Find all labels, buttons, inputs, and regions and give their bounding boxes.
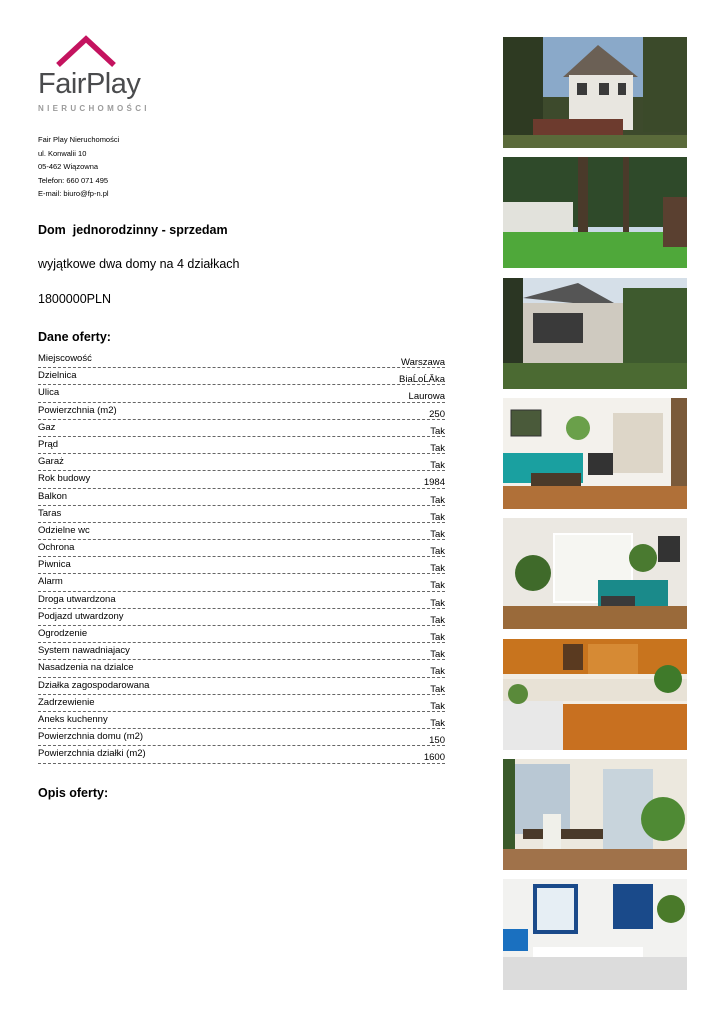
- detail-value: Tak: [430, 460, 445, 472]
- detail-label: Gaz: [38, 421, 56, 433]
- detail-row: [38, 351, 445, 368]
- offer-price: 1800000PLN: [38, 292, 111, 306]
- fairplay-logo: [36, 34, 150, 114]
- detail-value: Tak: [430, 546, 445, 558]
- detail-row: [38, 574, 445, 591]
- detail-value: Tak: [430, 442, 445, 454]
- detail-label: Piwnica: [38, 559, 71, 571]
- detail-value: Tak: [430, 597, 445, 609]
- agency-contact: [38, 133, 119, 201]
- detail-value: 1984: [423, 477, 445, 489]
- detail-row: [38, 660, 445, 677]
- detail-label: Ogrodzenie: [38, 628, 88, 639]
- detail-value: Laurowa: [408, 391, 445, 403]
- detail-value: Tak: [430, 700, 445, 712]
- agency-name: Fair Play Nieruchomości: [38, 135, 120, 144]
- detail-row: [38, 540, 445, 557]
- bathroom-photo: [503, 879, 687, 990]
- detail-row: [38, 454, 445, 471]
- detail-row: [38, 403, 445, 420]
- detail-value: 150: [429, 735, 445, 747]
- agency-street: ul. Konwalii 10: [38, 148, 87, 158]
- detail-label: System nawadniajacy: [38, 645, 130, 657]
- detail-row: [38, 523, 445, 540]
- study-room-photo: [503, 759, 687, 870]
- detail-label: Dzielnica: [38, 370, 77, 382]
- detail-label: Garaż: [38, 456, 64, 468]
- logo-subtitle: NIERUCHOMOŚCI: [38, 104, 150, 113]
- detail-value: Tak: [430, 580, 445, 592]
- detail-value: Tak: [430, 717, 445, 729]
- detail-row: [38, 506, 445, 523]
- detail-label: Podjazd utwardzony: [38, 610, 124, 622]
- detail-value: Tak: [430, 614, 445, 626]
- detail-row: [38, 368, 445, 385]
- detail-label: Odzielne wc: [38, 524, 90, 536]
- detail-value: Tak: [430, 528, 445, 540]
- offer-subtitle: wyjątkowe dwa domy na 4 działkach: [38, 257, 240, 271]
- kitchen-photo: [503, 639, 687, 750]
- house-exterior-photo: [503, 37, 687, 148]
- detail-value: Tak: [430, 425, 445, 437]
- detail-row: [38, 678, 445, 695]
- agency-phone: Telefon: 660 071 495: [38, 175, 109, 185]
- offer-title: Dom jednorodzinny - sprzedam: [38, 223, 228, 237]
- description-heading: Opis oferty:: [38, 786, 109, 800]
- detail-label: Balkon: [38, 490, 68, 502]
- detail-value: Tak: [430, 511, 445, 523]
- detail-label: Powierzchnia (m2): [38, 404, 117, 416]
- house-back-photo: [503, 278, 687, 389]
- detail-label: Zadrzewienie: [38, 696, 95, 708]
- detail-row: [38, 437, 445, 454]
- detail-label: Powierzchnia działki (m2): [38, 748, 146, 760]
- garden-lawn-photo: [503, 157, 687, 268]
- agency-email: E-mail: biuro@fp-n.pl: [38, 189, 109, 198]
- detail-row: [38, 695, 445, 712]
- living-room-photo: [503, 398, 687, 509]
- detail-value: BiaĹoĹĂka: [399, 374, 445, 386]
- logo-brand: FairPlay: [38, 68, 141, 100]
- detail-row: [38, 385, 445, 402]
- details-heading: Dane oferty:: [38, 330, 111, 344]
- detail-value: Tak: [430, 494, 445, 506]
- detail-label: Działka zagospodarowana: [38, 679, 150, 691]
- detail-row: [38, 746, 445, 763]
- detail-value: 1600: [423, 752, 445, 764]
- detail-value: Tak: [430, 632, 445, 643]
- detail-label: Miejscowość: [38, 353, 92, 364]
- detail-label: Droga utwardzona: [38, 593, 116, 605]
- detail-row: [38, 420, 445, 437]
- detail-label: Alarm: [38, 576, 63, 588]
- detail-label: Ulica: [38, 387, 60, 399]
- detail-label: Powierzchnia domu (m2): [38, 731, 144, 743]
- detail-row: [38, 471, 445, 488]
- detail-row: [38, 712, 445, 729]
- roof-icon: [54, 34, 118, 68]
- detail-label: Rok budowy: [38, 473, 91, 485]
- detail-value: Warszawa: [401, 357, 445, 368]
- details-table: [38, 351, 445, 764]
- detail-value: Tak: [430, 563, 445, 575]
- detail-row: [38, 592, 445, 609]
- detail-label: Nasadzenia na dzialce: [38, 662, 134, 674]
- detail-row: [38, 557, 445, 574]
- detail-label: Taras: [38, 507, 62, 519]
- detail-row: [38, 609, 445, 626]
- detail-row: [38, 489, 445, 506]
- detail-value: Tak: [430, 649, 445, 661]
- detail-label: Prąd: [38, 438, 59, 450]
- agency-city: 05-462 Wiązowna: [38, 162, 99, 171]
- detail-value: Tak: [430, 666, 445, 678]
- detail-label: Ochrona: [38, 542, 75, 554]
- detail-value: 250: [429, 408, 445, 420]
- living-room-window-photo: [503, 518, 687, 629]
- detail-label: Aneks kuchenny: [38, 713, 108, 725]
- detail-value: Tak: [430, 683, 445, 695]
- detail-row: [38, 729, 445, 746]
- detail-row: [38, 626, 445, 643]
- detail-row: [38, 643, 445, 660]
